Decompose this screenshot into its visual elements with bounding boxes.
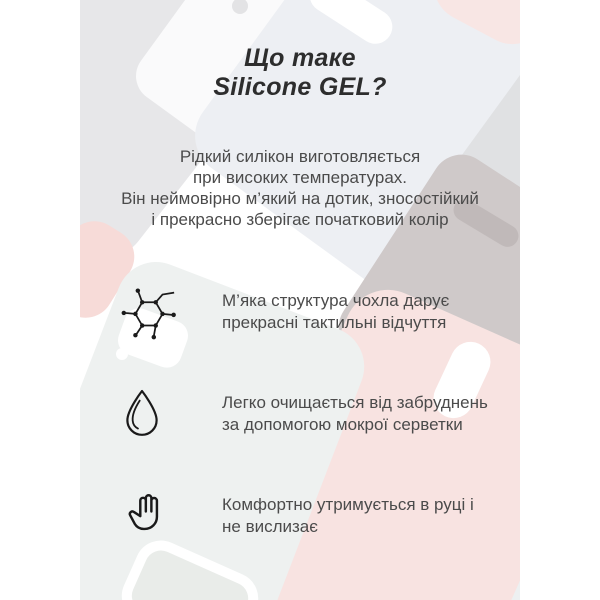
feature-line: за допомогою мокрої серветки: [222, 415, 463, 434]
title-line-2: Silicone GEL?: [213, 73, 387, 101]
case-flash-dot-mint: [116, 348, 128, 360]
page-title: [80, 44, 520, 102]
intro-line: і прекрасно зберігає початковий колір: [151, 210, 449, 229]
feature-line: прекрасні тактильні відчуття: [222, 313, 447, 332]
intro-line: при високих температурах.: [192, 168, 408, 187]
feature-line: М’яка структура чохла дарує: [222, 291, 450, 310]
intro-line: Рідкий силікон виготовляється: [179, 147, 421, 166]
water-drop-icon: [121, 387, 163, 437]
feature-line: не вислизає: [222, 517, 318, 536]
feature-1-text: [222, 290, 512, 334]
feature-line: Комфортно утримується в руці і: [222, 495, 474, 514]
intro-line: Він неймовірно м’який на дотик, зносостійкий: [121, 189, 479, 208]
feature-3-text: [222, 494, 512, 538]
feature-line: Легко очищається від забруднень: [222, 393, 488, 412]
molecule-icon: [118, 280, 178, 342]
title-line-1: Що таке: [244, 44, 356, 72]
intro-paragraph: [80, 146, 520, 230]
hand-icon: [124, 489, 168, 539]
feature-2-text: [222, 392, 512, 436]
